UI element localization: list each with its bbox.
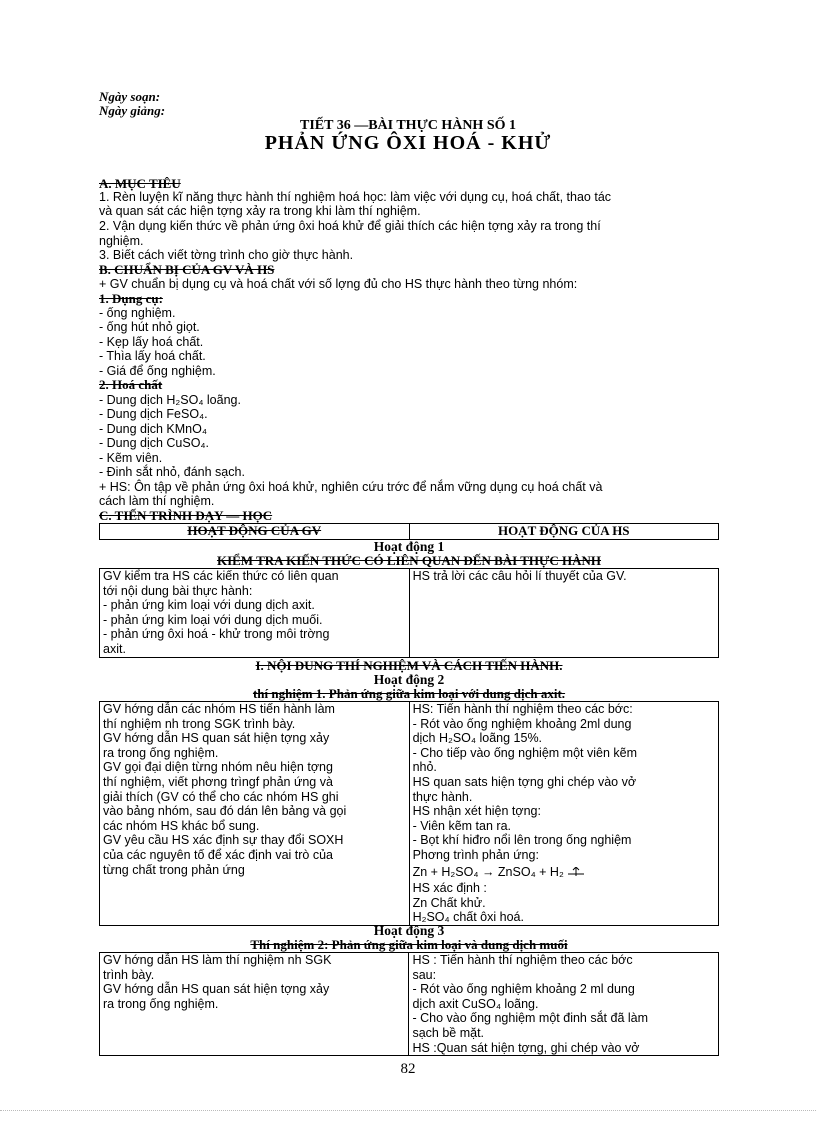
teacher-line: - phản ứng ôxi hoá - khử trong môi trờng xyxy=(103,627,330,642)
objective-line: 2. Vận dụng kiến thức về phản ứng ôxi hoá khử để giải thích các hiện tợng xảy ra trong thí xyxy=(99,219,601,233)
teacher-line: GV hớng dẫn HS làm thí nghiệm nh SGK xyxy=(103,953,332,967)
student-line: H₂SO₄ chất ôxi hoá. xyxy=(412,910,524,925)
teacher-line: GV hớng dẫn HS quan sát hiện tợng xảy xyxy=(103,731,330,746)
teacher-line: GV yêu cầu HS xác định sự thay đổi SOXH xyxy=(103,833,344,848)
activity-1-student-cell xyxy=(409,569,718,658)
gas-evolved-arrow-icon xyxy=(567,867,585,877)
student-line: HS nhận xét hiện tợng: xyxy=(412,804,541,819)
activity-3-teacher-cell xyxy=(100,953,409,1056)
teacher-line: axit. xyxy=(103,641,126,656)
teacher-line: giải thích (GV có thể cho các nhóm HS ghi xyxy=(103,789,339,804)
student-line: thực hành. xyxy=(412,789,473,804)
tool-item: - ống nghiệm. xyxy=(99,306,176,320)
equation-products: ZnSO₄ + H₂ xyxy=(497,864,564,879)
teacher-line: GV kiểm tra HS các kiến thức có liên quan xyxy=(103,569,339,583)
chemical-item: - Kẽm viên. xyxy=(99,451,163,465)
student-line: dịch H₂SO₄ loãng 15%. xyxy=(412,731,543,746)
teacher-line: của các nguyên tố để xác định vai trò của xyxy=(103,847,334,862)
teacher-line: ra trong ống nghiệm. xyxy=(103,745,219,760)
student-line: sạch bề mặt. xyxy=(412,1025,485,1040)
activity-2-title: Hoạt động 2 xyxy=(373,672,445,687)
objective-line: nghiệm. xyxy=(99,234,144,248)
student-prep-line: + HS: Ôn tập về phản ứng ôxi hoá khử, nghiên cứu trớc để nắm vững dụng cụ hoá chất và xyxy=(99,480,603,494)
chemical-item: - Dung dịch FeSO₄. xyxy=(99,407,208,421)
teacher-line: - phản ứng kim loại với dung dịch axit. xyxy=(103,598,315,613)
teacher-line: vào bảng nhóm, sau đó dán lên bảng và gọi xyxy=(103,804,347,819)
student-line: - Cho tiếp vào ống nghiệm một viên kẽm xyxy=(412,745,637,760)
activity-3-title: Hoạt động 3 xyxy=(373,923,445,938)
student-prep-line: cách làm thí nghiệm. xyxy=(99,494,215,508)
section-1-heading: I. NỘI DUNG THÍ NGHIỆM VÀ CÁCH TIẾN HÀNH. xyxy=(255,658,563,673)
reaction-equation xyxy=(413,865,715,880)
activity-1-teacher-cell xyxy=(100,569,410,658)
student-line: Phơng trình phản ứng: xyxy=(412,847,539,862)
activity-2-teacher-cell xyxy=(100,702,410,926)
student-line: - Bọt khí hiđro nổi lên trong ống nghiệm xyxy=(412,833,632,848)
objective-line: 3. Biết cách viết tờng trình cho giờ thực hành. xyxy=(99,248,354,262)
tool-item: - Kẹp lấy hoá chất. xyxy=(99,335,204,349)
preparation-intro: + GV chuẩn bị dụng cụ và hoá chất với số lợng đủ cho HS thực hành theo từng nhóm: xyxy=(99,277,578,291)
activity-1-subtitle: KIỂM TRA KIẾN THỨC CÓ LIÊN QUAN ĐẾN BÀI THỰC HÀNH xyxy=(216,553,602,568)
header-student-activity: HOẠT ĐỘNG CỦA HS xyxy=(409,524,719,540)
lesson-title: PHẢN ỨNG ÔXI HOÁ - KHỬ xyxy=(264,132,552,154)
activity-3-table xyxy=(99,952,719,1056)
teacher-line: GV hớng dẫn các nhóm HS tiến hành làm xyxy=(103,702,335,716)
teacher-line: các nhóm HS khác bổ sung. xyxy=(103,818,260,833)
chemical-item: - Dung dịch KMnO₄ xyxy=(99,422,207,436)
student-line: HS trả lời các câu hỏi lí thuyết của GV. xyxy=(412,569,627,583)
activity-1-title: Hoạt động 1 xyxy=(373,539,445,554)
equation-reactants: Zn + H₂SO₄ xyxy=(412,864,479,879)
activity-2-table xyxy=(99,701,719,926)
activity-3-subtitle: Thí nghiệm 2: Phản ứng giữa kim loại và dung dịch muối xyxy=(250,937,568,952)
tools-heading: 1. Dụng cụ: xyxy=(99,291,163,306)
student-line: - Rót vào ống nghiệm khoảng 2ml dung xyxy=(412,716,632,731)
student-line: HS quan sats hiện tợng ghi chép vào vở xyxy=(412,774,637,789)
student-line: sau: xyxy=(412,967,437,982)
teacher-line: thí nghiệm, viết phơng trìngf phản ứng và xyxy=(103,774,333,789)
objective-line: 1. Rèn luyện kĩ năng thực hành thí nghiệm hoá học: làm việc với dụng cụ, hoá chất, thao tác xyxy=(99,190,612,204)
teacher-line: GV hớng dẫn HS quan sát hiện tợng xảy xyxy=(103,982,330,997)
page-number: 82 xyxy=(400,1061,416,1077)
section-a-heading: A. MỤC TIÊU xyxy=(99,176,181,191)
chemicals-heading: 2. Hoá chất xyxy=(99,377,163,392)
header-teacher-activity: HOẠT ĐỘNG CỦA GV xyxy=(100,524,410,540)
tool-item: - ống hút nhỏ giọt. xyxy=(99,320,200,334)
tool-item: - Thìa lấy hoá chất. xyxy=(99,349,206,363)
reaction-arrow-icon: → xyxy=(481,864,495,879)
student-line: HS : Tiến hành thí nghiệm theo các bớc xyxy=(412,953,633,967)
student-line: - Rót vào ống nghiệm khoảng 2 ml dung xyxy=(412,982,635,997)
student-line: nhỏ. xyxy=(412,760,437,775)
student-line: HS: Tiến hành thí nghiệm theo các bớc: xyxy=(412,702,633,716)
teacher-line: GV gọi đại diện từng nhóm nêu hiện tợng xyxy=(103,760,333,775)
date-prepared-label: Ngày soạn: xyxy=(99,89,161,104)
chemical-item: - Dung dịch H₂SO₄ loãng. xyxy=(99,393,241,407)
activity-1-table xyxy=(99,568,719,658)
section-b-heading: B. CHUẨN BỊ CỦA GV VÀ HS xyxy=(99,262,275,277)
activity-2-student-cell xyxy=(409,702,718,926)
activity-header-table xyxy=(99,523,719,540)
lesson-number-title: TIẾT 36 —BÀI THỰC HÀNH SỐ 1 xyxy=(299,118,516,133)
student-line: dịch axit CuSO₄ loãng. xyxy=(412,996,539,1011)
date-taught-label: Ngày giảng: xyxy=(99,103,166,118)
objective-line: và quan sát các hiện tợng xảy ra trong khi làm thí nghiệm. xyxy=(99,204,421,218)
teacher-line: thí nghiệm nh trong SGK trình bày. xyxy=(103,716,296,731)
student-line: - Cho vào ống nghiệm một đinh sắt đã làm xyxy=(412,1011,649,1026)
section-c-heading: C. TIẾN TRÌNH DẠY — HỌC xyxy=(99,508,273,523)
student-line: - Viên kẽm tan ra. xyxy=(412,818,511,833)
teacher-line: ra trong ống nghiệm. xyxy=(103,996,219,1011)
teacher-line: trình bày. xyxy=(103,967,155,982)
activity-3-student-cell xyxy=(409,953,719,1056)
student-line: Zn Chất khử. xyxy=(412,895,486,910)
student-line: HS xác định : xyxy=(412,881,487,896)
activity-2-subtitle: thí nghiệm 1. Phản ứng giữa kim loại với dung dịch axit. xyxy=(252,686,566,701)
chemical-item: - Dung dịch CuSO₄. xyxy=(99,436,210,450)
chemical-item: - Đinh sắt nhỏ, đánh sạch. xyxy=(99,465,245,479)
tool-item: - Giá để ống nghiệm. xyxy=(99,364,216,378)
teacher-line: - phản ứng kim loại với dung dịch muối. xyxy=(103,612,323,627)
teacher-line: từng chất trong phản ứng xyxy=(103,862,245,877)
student-line: HS :Quan sát hiện tợng, ghi chép vào vở xyxy=(412,1040,640,1055)
teacher-line: tới nội dung bài thực hành: xyxy=(103,583,253,598)
page-bottom-divider xyxy=(0,1110,816,1111)
